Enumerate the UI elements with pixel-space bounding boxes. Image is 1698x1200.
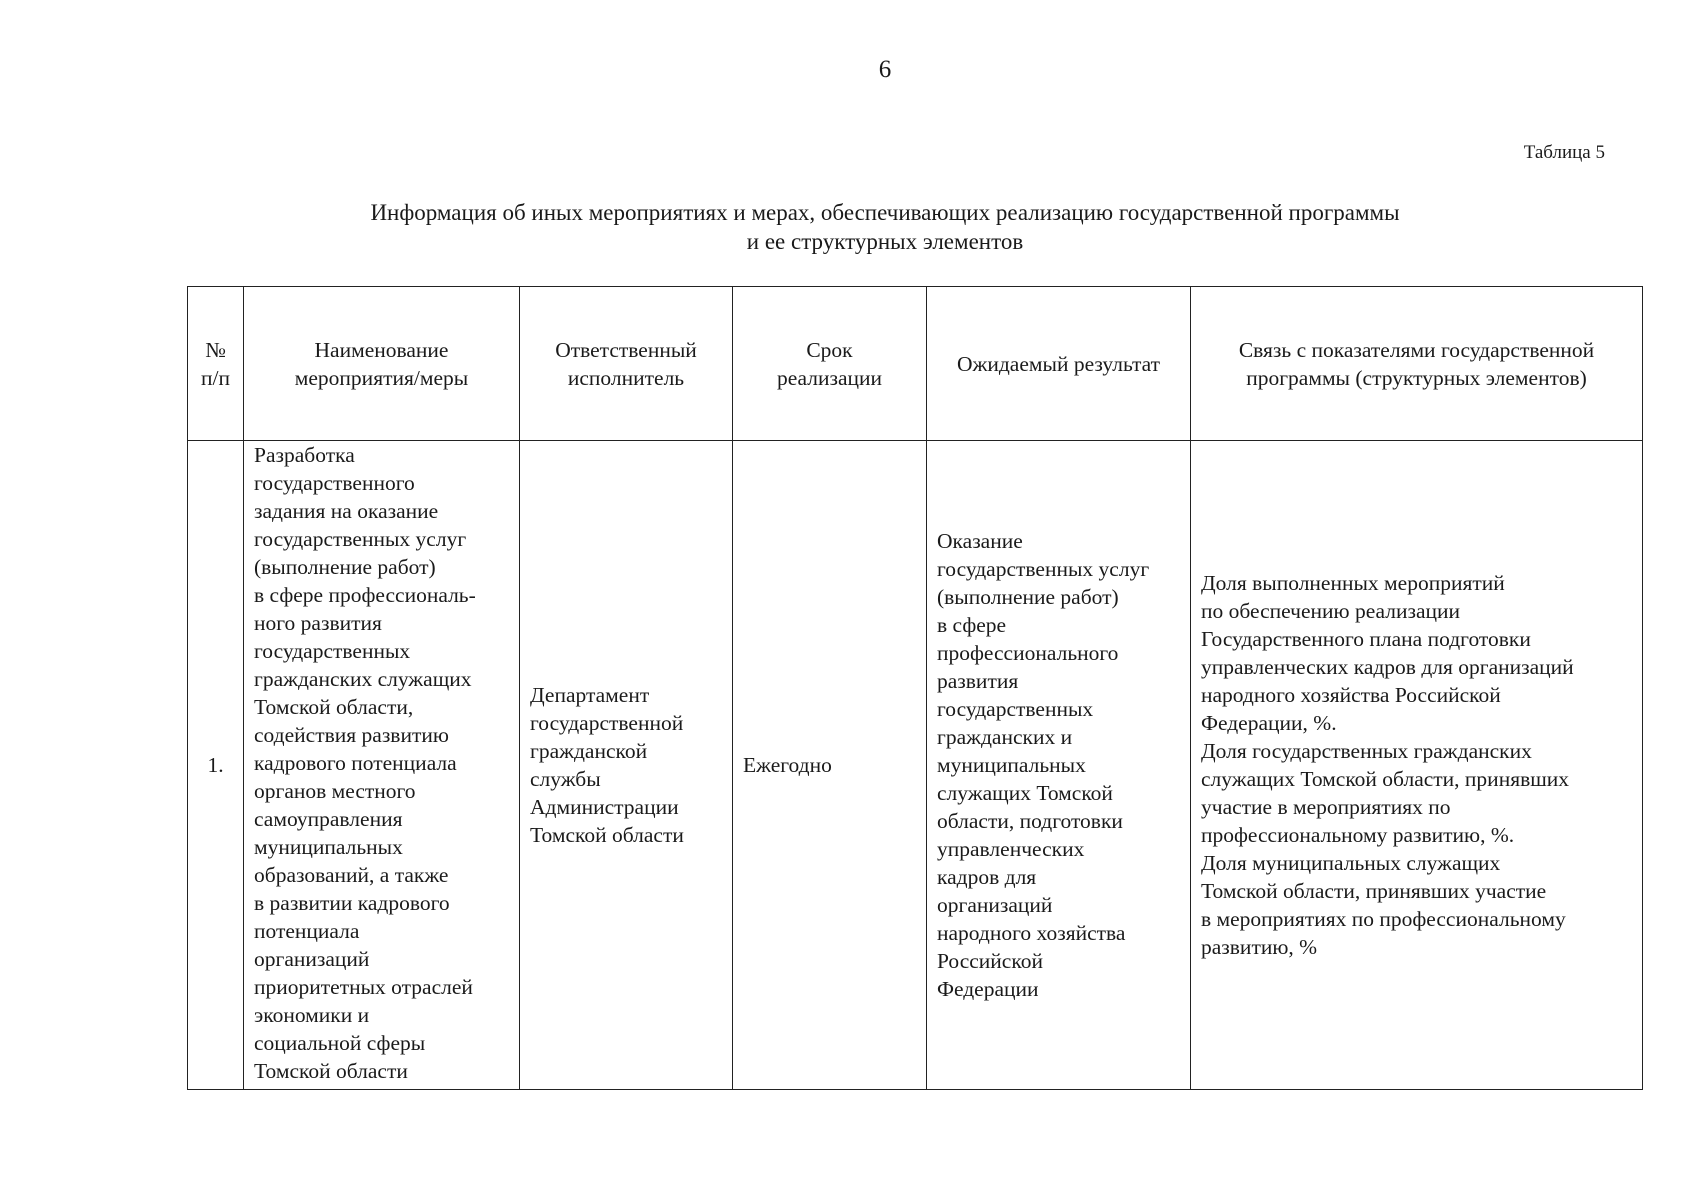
cell-line: гражданских служащих [254,667,472,691]
header-number [188,287,244,441]
cell-line: Федерации, %. [1201,711,1337,735]
cell-line: в развитии кадрового [254,891,450,915]
cell-line: гражданской [530,739,648,763]
cell-line: Департамент [530,683,650,707]
cell-line: службы [530,767,601,791]
header-indicators-link [1191,287,1643,441]
header-term [733,287,927,441]
header-line: Ожидаемый результат [956,351,1160,376]
cell-line: Федерации [937,977,1039,1001]
cell-line: области, подготовки [937,809,1123,833]
header-line: № [205,337,226,362]
measures-table [187,286,1643,1090]
cell-line: (выполнение работ) [254,555,436,579]
cell-line: народного хозяйства Российской [1201,683,1501,707]
cell-line: служащих Томской области, принявших [1201,767,1570,791]
header-line: реализации [776,365,883,390]
header-line: мероприятия/меры [294,365,469,390]
cell-line: самоуправления [254,807,403,831]
title-line: и ее структурных элементов [746,229,1024,254]
cell-indicators [1191,441,1643,1090]
header-line: Ответственный [555,337,697,362]
cell-line: государственного [254,471,415,495]
cell-line: управленческих [937,837,1085,861]
cell-executor [520,441,733,1090]
header-line: программы (структурных элементов) [1246,365,1587,390]
header-measure-name [244,287,520,441]
cell-line: экономики и [254,1003,370,1027]
cell-line: потенциала [254,919,360,943]
cell-line: Администрации [530,795,679,819]
cell-line: Доля муниципальных служащих [1201,851,1501,875]
table-label: Таблица 5 [1523,142,1605,163]
cell-line: кадрового потенциала [254,751,457,775]
cell-line: Доля выполненных мероприятий [1201,571,1505,595]
header-line: Срок [806,337,853,362]
cell-expected-result [927,441,1191,1090]
cell-line: образований, а также [254,863,449,887]
header-line: п/п [201,365,230,390]
cell-line: в мероприятиях по профессиональному [1201,907,1566,931]
cell-line: Томской области [530,823,684,847]
cell-line: Российской [937,949,1043,973]
header-expected-result [927,287,1191,441]
cell-line: в сфере профессиональ- [254,583,476,607]
cell-line: управленческих кадров для организаций [1201,655,1574,679]
cell-line: муниципальных [937,753,1086,777]
header-executor [520,287,733,441]
cell-line: развитию, % [1201,935,1318,959]
cell-line: гражданских и [937,725,1073,749]
cell-line: организаций [937,893,1053,917]
cell-line: социальной сферы [254,1031,426,1055]
header-line: исполнитель [567,365,685,390]
cell-measure-name [244,441,520,1090]
cell-line: приоритетных отраслей [254,975,473,999]
cell-line: народного хозяйства [937,921,1126,945]
page-number: 6 [878,56,892,83]
cell-line: государственных [254,639,411,663]
cell-line: государственных услуг [254,527,467,551]
cell-line: (выполнение работ) [937,585,1119,609]
cell-number: 1. [188,441,244,1090]
cell-line: профессиональному развитию, %. [1201,823,1515,847]
cell-line: служащих Томской [937,781,1113,805]
cell-line: Оказание [937,529,1023,553]
cell-line: Разработка [254,443,355,467]
cell-line: государственных услуг [937,557,1150,581]
header-line: Связь с показателями государственной [1238,337,1595,362]
cell-line: Томской области, [254,695,414,719]
cell-line: кадров для [937,865,1037,889]
cell-line: содействия развитию [254,723,449,747]
cell-line: государственной [530,711,684,735]
cell-line: Государственного плана подготовки [1201,627,1531,651]
cell-line: муниципальных [254,835,403,859]
cell-line: Томской области, принявших участие [1201,879,1547,903]
cell-line: в сфере [937,613,1007,637]
table-header-row [188,287,1643,441]
title-line: Информация об иных мероприятиях и мерах, обеспечивающих реализацию государственной программы [370,200,1400,225]
cell-line: участие в мероприятиях по [1201,795,1451,819]
cell-term: Ежегодно [733,441,927,1090]
cell-line: государственных [937,697,1094,721]
header-line: Наименование [314,337,449,362]
cell-line: организаций [254,947,370,971]
cell-line: Доля государственных гражданских [1201,739,1532,763]
cell-line: Томской области [254,1059,408,1083]
cell-line: по обеспечению реализации [1201,599,1461,623]
cell-line: развития [937,669,1019,693]
cell-line: органов местного [254,779,416,803]
cell-line: профессионального [937,641,1119,665]
table-row [188,441,1643,1090]
document-title [190,198,1580,256]
cell-line: ного развития [254,611,382,635]
cell-line: задания на оказание [254,499,439,523]
